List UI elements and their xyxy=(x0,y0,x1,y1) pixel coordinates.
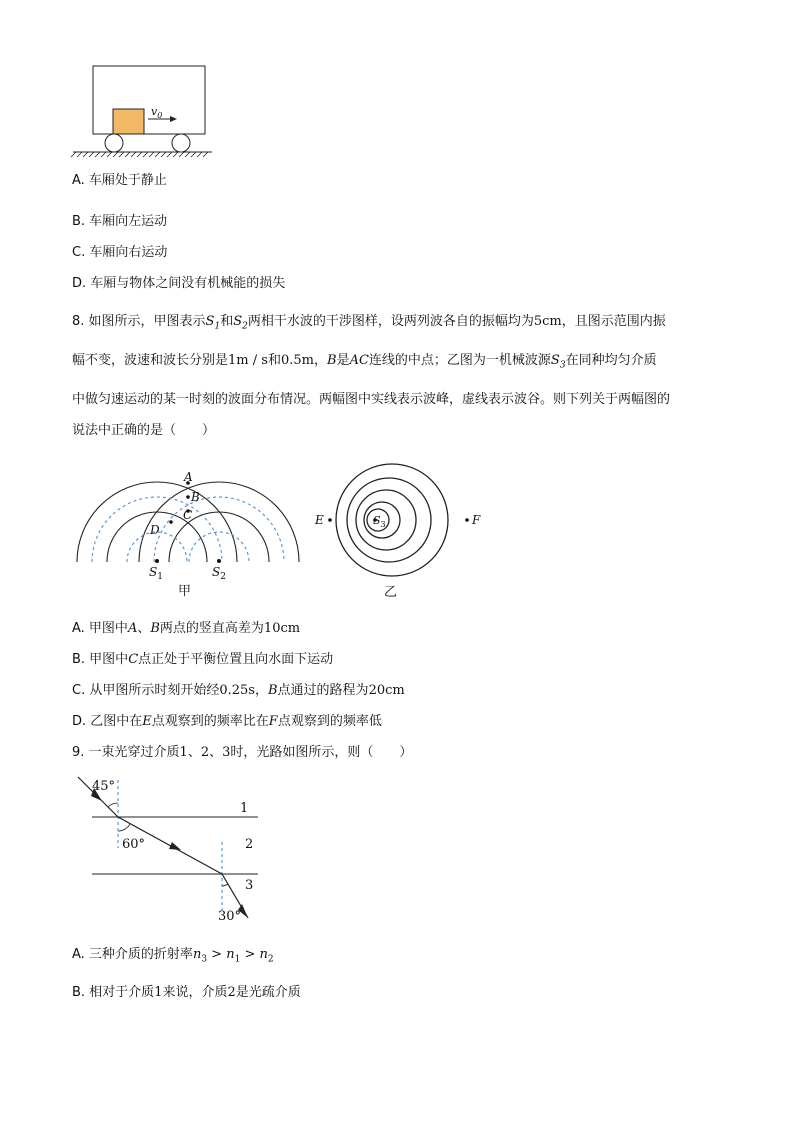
q7-option-d: D. 车厢与物体之间没有机械能的损失 xyxy=(72,276,286,291)
hatch-mark xyxy=(155,152,160,157)
hatch-mark xyxy=(77,152,82,157)
block xyxy=(113,109,144,134)
hatch-mark xyxy=(173,152,178,157)
hatch-mark xyxy=(143,152,148,157)
s1-crest-large xyxy=(77,482,237,562)
angle-arc-30 xyxy=(222,884,228,886)
cart-figure xyxy=(70,60,220,160)
q9-stem: 9. 一束光穿过介质1、2、3时，光路如图所示，则（ ） xyxy=(72,745,413,760)
s2-dot xyxy=(217,559,221,563)
q8-stem-line4: 说法中正确的是（ ） xyxy=(72,423,216,438)
hatch-mark xyxy=(197,152,202,157)
hatch-mark xyxy=(161,152,166,157)
q7-option-c: C. 车厢向右运动 xyxy=(72,245,168,260)
s3-label: $S_3$ xyxy=(373,514,386,529)
v0-label: $v_0$ xyxy=(151,105,163,120)
velocity-arrowhead xyxy=(170,116,177,122)
s2-trough-small xyxy=(189,532,249,562)
interference-figure-jia xyxy=(70,470,310,605)
s2-crest-large xyxy=(139,482,299,562)
left-wheel xyxy=(105,134,123,152)
s2-trough-large xyxy=(154,497,284,562)
hatch-mark xyxy=(149,152,154,157)
point-b-dot xyxy=(186,495,190,499)
hatch-mark xyxy=(71,152,76,157)
angle-45-label: 45° xyxy=(92,779,116,794)
hatch-mark xyxy=(101,152,106,157)
moving-source-figure-yi xyxy=(312,455,492,600)
point-a-label: A xyxy=(184,470,193,484)
hatch-mark xyxy=(179,152,184,157)
point-c-label: C xyxy=(183,508,193,522)
medium-1-label: 1 xyxy=(240,801,249,816)
hatch-mark xyxy=(89,152,94,157)
q9-option-b: B. 相对于介质1来说，介质2是光疏介质 xyxy=(72,985,301,1000)
angle-60-label: 60° xyxy=(122,837,146,852)
point-f-dot xyxy=(465,518,469,522)
hatch-mark xyxy=(191,152,196,157)
right-wheel xyxy=(172,134,190,152)
hatch-mark xyxy=(131,152,136,157)
hatch-mark xyxy=(125,152,130,157)
point-e-dot xyxy=(328,518,332,522)
cart-body xyxy=(93,66,205,134)
hatch-mark xyxy=(167,152,172,157)
wavefront-3 xyxy=(356,490,416,550)
q9-option-a: A. 三种介质的折射率$n_3 > n_1 > n_2$ xyxy=(72,947,274,965)
caption-jia: 甲 xyxy=(178,584,192,599)
angle-arc-60 xyxy=(118,824,130,831)
q8-option-d: D. 乙图中在E点观察到的频率比在F点观察到的频率低 xyxy=(72,714,382,729)
q8-option-c: C. 从甲图所示时刻开始经0.25s，B点通过的路程为20cm xyxy=(72,683,405,698)
q8-stem-line3: 中做匀速运动的某一时刻的波面分布情况。两幅图中实线表示波峰，虚线表示波谷。则下列关于两幅图的 xyxy=(72,392,671,407)
hatch-mark xyxy=(107,152,112,157)
point-b-label: B xyxy=(191,490,200,504)
ground-hatch xyxy=(71,152,208,157)
q7-option-b: B. 车厢向左运动 xyxy=(72,214,168,229)
hatch-mark xyxy=(113,152,118,157)
hatch-mark xyxy=(95,152,100,157)
hatch-mark xyxy=(83,152,88,157)
caption-yi: 乙 xyxy=(384,585,398,600)
q8-stem-line1: 8. 如图所示，甲图表示$S_1$和$S_2$两相干水波的干涉图样，设两列波各自的振幅均为5cm，且图示范围内振 xyxy=(72,314,666,332)
medium-2-label: 2 xyxy=(245,837,254,852)
s1-dot xyxy=(155,559,159,563)
s2-label: $S_2$ xyxy=(212,565,226,582)
point-f-label: F xyxy=(472,513,481,527)
angle-30-label: 30° xyxy=(218,909,242,924)
point-d-dot xyxy=(169,520,173,524)
point-e-label: E xyxy=(315,513,324,527)
point-d-label: D xyxy=(150,523,160,537)
q8-stem-line2: 幅不变，波速和波长分别是1m / s和0.5m，B是AC连线的中点；乙图为一机械波源$S_3$在同种均匀介质 xyxy=(72,353,657,371)
medium-3-label: 3 xyxy=(245,878,254,893)
s1-label: $S_1$ xyxy=(149,565,163,582)
arrowhead-2 xyxy=(169,842,181,850)
hatch-mark xyxy=(203,152,208,157)
refraction-figure xyxy=(70,770,270,930)
hatch-mark xyxy=(137,152,142,157)
q7-option-a: A. 车厢处于静止 xyxy=(72,173,167,188)
q8-option-a: A. 甲图中A、B两点的竖直高差为10cm xyxy=(72,621,301,636)
hatch-mark xyxy=(119,152,124,157)
hatch-mark xyxy=(185,152,190,157)
angle-arc-45 xyxy=(108,803,118,807)
q8-option-b: B. 甲图中C点正处于平衡位置且向水面下运动 xyxy=(72,652,334,667)
